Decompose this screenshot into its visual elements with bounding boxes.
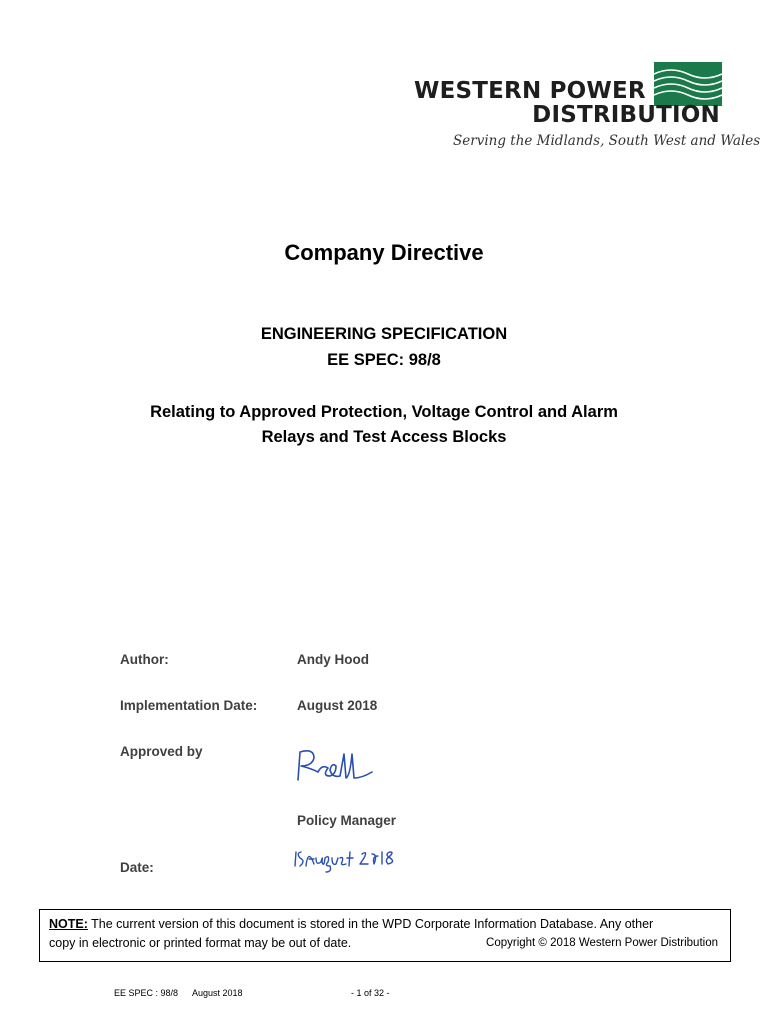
implementation-date-label: Implementation Date: <box>120 698 258 713</box>
footer-date: August 2018 <box>192 988 243 998</box>
subject-heading-line2: Relays and Test Access Blocks <box>261 428 507 446</box>
note-text-line2: copy in electronic or printed format may be out of date. <box>49 936 352 950</box>
author-value: Andy Hood <box>297 652 369 667</box>
authorisation-block <box>116 648 416 883</box>
author-label: Author: <box>120 652 169 667</box>
subject-heading-line1: Relating to Approved Protection, Voltage Control and Alarm <box>150 403 618 421</box>
footer-page-number: - 1 of 32 - <box>351 988 390 998</box>
implementation-date-value: August 2018 <box>297 698 378 713</box>
spec-code-heading: EE SPEC: 98/8 <box>327 351 441 369</box>
footer-doc-ref: EE SPEC : 98/8 <box>114 988 179 998</box>
approver-role: Policy Manager <box>297 813 397 828</box>
copyright-notice: Copyright © 2018 Western Power Distribution <box>486 937 718 949</box>
approver-signature <box>292 746 376 788</box>
handwritten-date <box>292 844 404 878</box>
spec-type-heading: ENGINEERING SPECIFICATION <box>260 325 508 343</box>
note-line1 <box>49 917 653 931</box>
logo-wordmark-line1: WESTERN POWER <box>414 78 646 104</box>
company-logo <box>414 60 761 152</box>
approved-by-label: Approved by <box>120 744 203 759</box>
logo-wordmark-line2: DISTRIBUTION <box>532 102 720 128</box>
note-label: NOTE: <box>49 917 88 931</box>
document-title: Company Directive <box>284 240 484 265</box>
logo-tagline: Serving the Midlands, South West and Wales <box>453 133 761 149</box>
date-label: Date: <box>120 860 154 875</box>
note-box <box>39 909 731 962</box>
note-text-line1: The current version of this document is stored in the WPD Corporate Information Database. Any other <box>87 917 654 931</box>
wpd-wave-logo-icon <box>654 62 722 106</box>
